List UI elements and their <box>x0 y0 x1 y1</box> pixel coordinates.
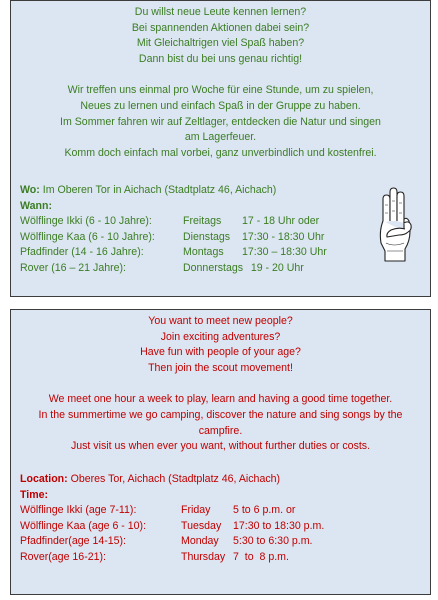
location-line <box>20 183 327 199</box>
description-line: We meet one hour a week to play, learn and having a good time together. <box>48 393 393 406</box>
intro-line: Have fun with people of your age? <box>140 346 301 359</box>
group-name: Rover(age 16-21): <box>20 550 106 563</box>
schedule-row <box>20 245 327 261</box>
english-schedule-block <box>20 472 324 566</box>
description-line: In the summertime we go camping, discover the nature and sing songs by the <box>38 408 403 421</box>
meeting-time: 17:30 – 18:30 Uhr <box>242 246 327 259</box>
description-line: Wir treffen uns einmal pro Woche für eine Stunde, um zu spielen, <box>67 84 374 97</box>
schedule-row <box>20 214 327 230</box>
meeting-time: 17:30 - 18:30 Uhr <box>242 230 325 243</box>
group-name: Wölflinge Kaa (age 6 - 10): <box>20 519 147 532</box>
intro-line: You want to meet new people? <box>148 315 293 327</box>
schedule-row <box>20 519 324 535</box>
intro-line: Dann bist du bei uns genau richtig! <box>138 52 303 65</box>
location-value: Oberes Tor, Aichach (Stadtplatz 46, Aichach) <box>67 473 281 485</box>
meeting-time: 5:30 to 6:30 p.m. <box>233 535 313 548</box>
scout-salute-hand-icon <box>374 187 416 266</box>
german-description <box>11 83 430 161</box>
meeting-time: 7 to 8 p.m. <box>233 550 289 563</box>
meeting-time: 17 - 18 Uhr oder <box>242 215 320 228</box>
location-label: Wo: <box>20 184 40 196</box>
group-name: Wölflinge Ikki (6 - 10 Jahre): <box>20 215 152 228</box>
group-name: Wölflinge Ikki (age 7-11): <box>20 504 137 517</box>
time-label: Wann: <box>20 199 52 212</box>
location-line <box>20 472 324 488</box>
intro-line: Then join the scout movement! <box>148 361 293 374</box>
intro-line: Join exciting adventures? <box>160 330 281 343</box>
description-line: Just visit us when ever you want, without further duties or costs. <box>70 440 371 453</box>
group-name: Wölflinge Kaa (6 - 10 Jahre): <box>20 230 155 243</box>
schedule-row <box>20 503 324 519</box>
weekday: Montags <box>183 246 224 259</box>
weekday: Tuesday <box>181 519 222 532</box>
description-line: am Lagerfeuer. <box>184 131 257 144</box>
schedule-row <box>20 534 324 550</box>
weekday: Freitags <box>183 215 222 228</box>
weekday: Friday <box>181 504 211 517</box>
meeting-time: 17:30 to 18:30 p.m. <box>233 519 325 532</box>
location-label: Location: <box>20 473 68 485</box>
intro-line: Bei spannenden Aktionen dabei sein? <box>131 21 310 34</box>
description-line: Im Sommer fahren wir auf Zeltlager, entdecken die Natur und singen <box>60 115 381 128</box>
german-info-panel <box>10 0 431 297</box>
description-line: Neues zu lernen und einfach Spaß in der Gruppe zu haben. <box>80 99 361 112</box>
meeting-time: 19 - 20 Uhr <box>242 261 304 274</box>
time-label: Time: <box>20 488 49 501</box>
location-value: Im Oberen Tor in Aichach (Stadtplatz 46, Aichach) <box>39 184 277 196</box>
weekday: Thursday <box>181 550 226 563</box>
english-info-panel <box>10 309 431 595</box>
weekday: Monday <box>181 535 219 548</box>
meeting-time: 5 to 6 p.m. or <box>233 504 296 517</box>
group-name: Rover (16 – 21 Jahre): <box>20 261 126 274</box>
group-name: Pfadfinder (14 - 16 Jahre): <box>20 246 144 259</box>
english-description <box>11 392 430 454</box>
intro-line: Mit Gleichaltrigen viel Spaß haben? <box>136 37 305 50</box>
weekday: Dienstags <box>183 230 231 243</box>
description-line: Komm doch einfach mal vorbei, ganz unverbindlich und kostenfrei. <box>64 146 377 159</box>
schedule-row <box>20 550 324 566</box>
schedule-row <box>20 261 327 277</box>
weekday: Donnerstags <box>183 261 244 274</box>
intro-line: Du willst neue Leute kennen lernen? <box>134 6 307 18</box>
english-intro-questions <box>11 310 430 376</box>
description-line: campfire. <box>198 424 243 437</box>
german-intro-questions <box>11 1 430 67</box>
group-name: Pfadfinder(age 14-15): <box>20 535 127 548</box>
schedule-row <box>20 230 327 246</box>
german-schedule-block <box>20 183 327 277</box>
